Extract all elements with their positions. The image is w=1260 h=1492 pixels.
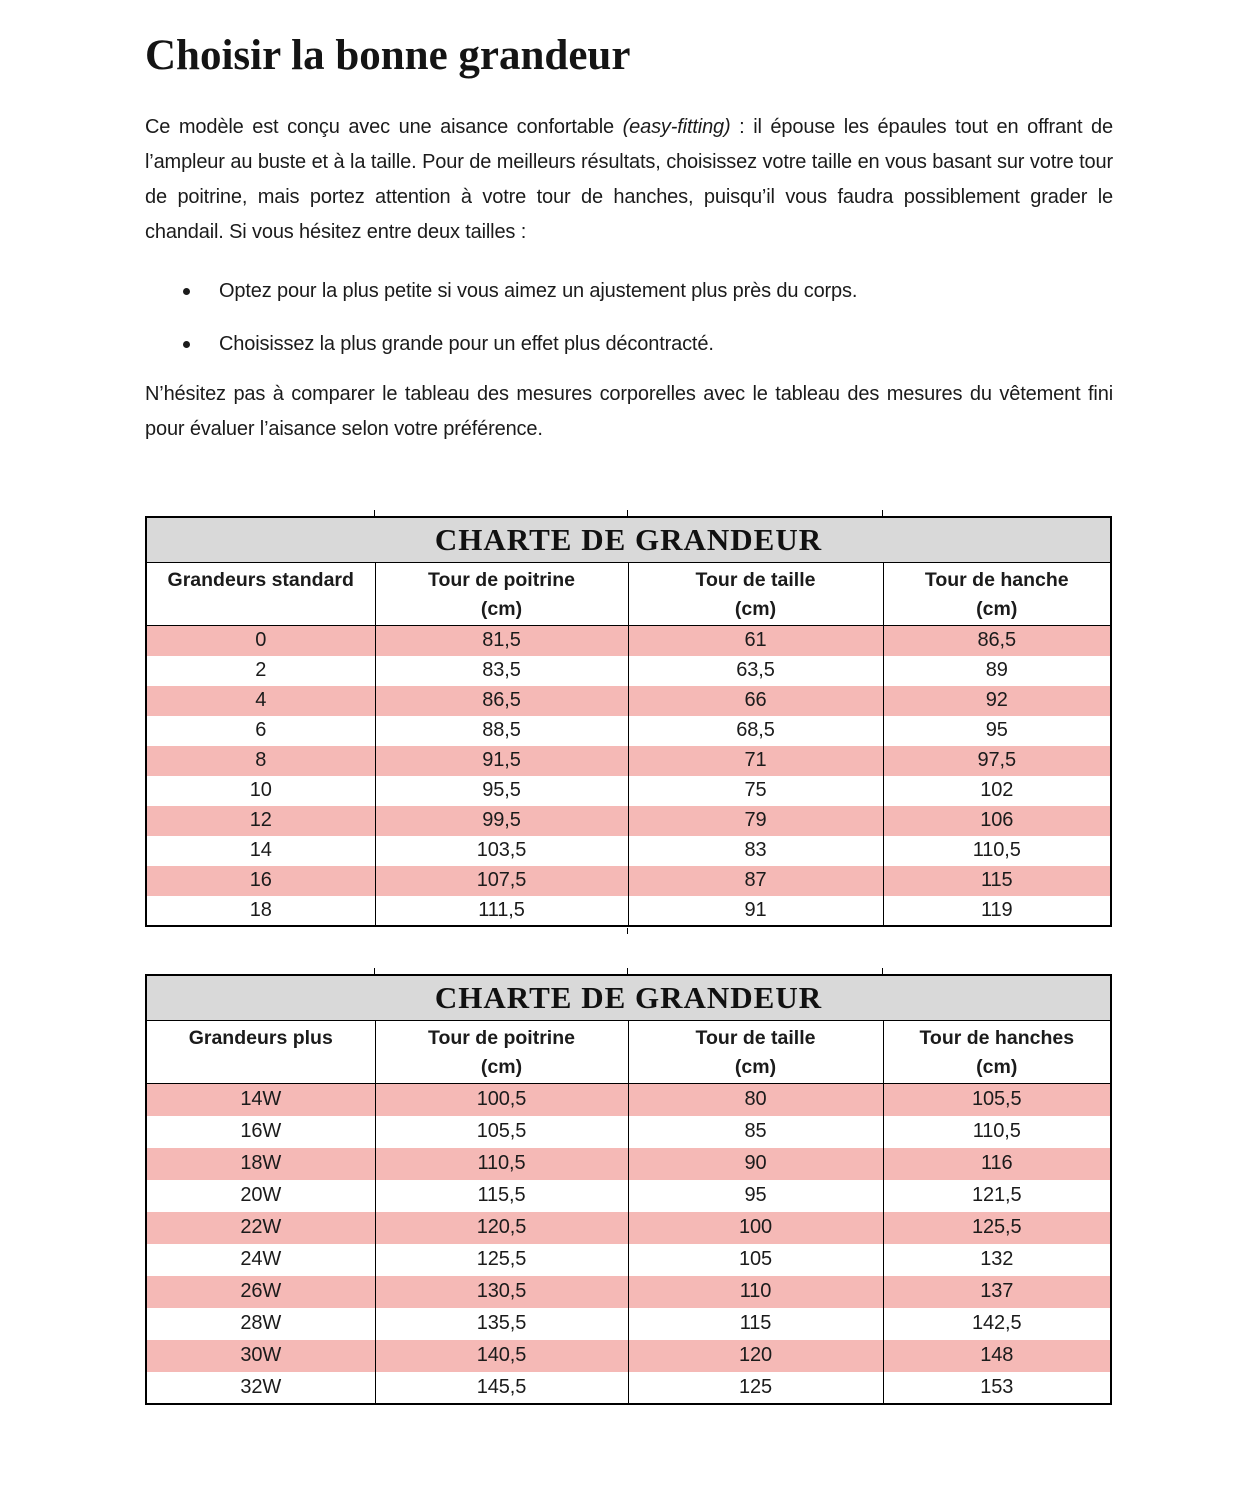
- column-grid-tick: [627, 510, 628, 516]
- size-cell: 95: [883, 716, 1111, 746]
- size-cell: 61: [628, 626, 883, 656]
- column-grid-tick: [627, 968, 628, 974]
- size-cell: 110: [628, 1276, 883, 1308]
- size-cell: 125,5: [375, 1244, 628, 1276]
- size-cell: 16W: [240, 1120, 282, 1143]
- size-cell: 80: [628, 1084, 883, 1116]
- size-cell: 0: [255, 629, 267, 652]
- column-header-bust: Tour de poitrine (cm): [375, 563, 628, 626]
- size-cell: 26W: [240, 1280, 282, 1303]
- size-cell: 120: [628, 1340, 883, 1372]
- size-cell: 66: [628, 686, 883, 716]
- size-cell: 106: [883, 806, 1111, 836]
- size-cell: 83,5: [375, 656, 628, 686]
- size-chart-standard: [145, 516, 1110, 927]
- note-paragraph: N’hésitez pas à comparer le tableau des mesures corporelles avec le tableau des mesures du vêtement fini pour évaluer l’aisance selon votre préférence.: [145, 382, 1113, 440]
- size-cell: 95: [628, 1180, 883, 1212]
- list-item-text: Optez pour la plus petite si vous aimez un ajustement plus près du corps.: [219, 279, 858, 302]
- size-cell: 153: [883, 1372, 1111, 1404]
- size-cell: 6: [255, 719, 267, 742]
- size-cell: 92: [883, 686, 1111, 716]
- size-cell: 8: [255, 749, 267, 772]
- size-row: [146, 806, 1111, 836]
- size-cell: 115: [883, 866, 1111, 896]
- page-title: Choisir la bonne grandeur: [145, 32, 631, 79]
- size-row: [146, 836, 1111, 866]
- list-item: [219, 327, 1113, 361]
- size-cell: 135,5: [375, 1308, 628, 1340]
- size-cell: 116: [883, 1148, 1111, 1180]
- size-cell: 86,5: [883, 626, 1111, 656]
- size-cell: 111,5: [375, 896, 628, 926]
- size-cell: 91,5: [375, 746, 628, 776]
- column-header-sizes: Grandeurs plus: [146, 1021, 375, 1084]
- table-title: CHARTE DE GRANDEUR: [146, 517, 1111, 563]
- column-header-sizes: Grandeurs standard: [146, 563, 375, 626]
- size-cell: 16: [249, 869, 272, 892]
- size-cell: 132: [883, 1244, 1111, 1276]
- size-cell: 105,5: [883, 1084, 1111, 1116]
- size-cell: 89: [883, 656, 1111, 686]
- size-cell: 14W: [240, 1088, 282, 1111]
- size-cell: 87: [628, 866, 883, 896]
- size-cell: 10: [249, 779, 272, 802]
- size-cell: 30W: [240, 1344, 282, 1367]
- table-title-row: [146, 975, 1111, 1021]
- column-grid-tick: [374, 968, 375, 974]
- size-cell: 22W: [240, 1216, 282, 1239]
- size-cell: 90: [628, 1148, 883, 1180]
- size-cell: 99,5: [375, 806, 628, 836]
- size-cell: 75: [628, 776, 883, 806]
- list-item: [219, 274, 1113, 308]
- size-row: [146, 746, 1111, 776]
- size-row: [146, 1116, 1111, 1148]
- size-cell: 97,5: [883, 746, 1111, 776]
- size-cell: 105: [628, 1244, 883, 1276]
- size-cell: 137: [883, 1276, 1111, 1308]
- size-row: [146, 1084, 1111, 1116]
- size-row: [146, 776, 1111, 806]
- size-row: [146, 1372, 1111, 1404]
- size-cell: 125,5: [883, 1212, 1111, 1244]
- intro-paragraph: [145, 110, 1113, 250]
- size-row: [146, 1244, 1111, 1276]
- size-cell: 86,5: [375, 686, 628, 716]
- sizing-tips-list: [145, 274, 1113, 361]
- size-cell: 145,5: [375, 1372, 628, 1404]
- size-cell: 110,5: [883, 1116, 1111, 1148]
- size-cell: 12: [249, 809, 272, 832]
- column-header-waist: Tour de taille (cm): [628, 1021, 883, 1084]
- size-cell: 148: [883, 1340, 1111, 1372]
- table-header-row: [146, 563, 1111, 626]
- size-cell: 115: [628, 1308, 883, 1340]
- column-grid-tick: [374, 510, 375, 516]
- size-cell: 79: [628, 806, 883, 836]
- size-cell: 119: [883, 896, 1111, 926]
- size-cell: 142,5: [883, 1308, 1111, 1340]
- size-cell: 100,5: [375, 1084, 628, 1116]
- size-cell: 14: [249, 839, 272, 862]
- bullet-icon: [183, 341, 190, 348]
- size-cell: 4: [255, 689, 267, 712]
- intro-text-lead: Ce modèle est conçu avec une aisance confortable: [145, 115, 623, 138]
- column-grid-tick: [882, 510, 883, 516]
- size-row: [146, 1180, 1111, 1212]
- size-cell: 81,5: [375, 626, 628, 656]
- size-cell: 100: [628, 1212, 883, 1244]
- size-row: [146, 656, 1111, 686]
- size-row: [146, 1340, 1111, 1372]
- list-item-text: Choisissez la plus grande pour un effet plus décontracté.: [219, 332, 714, 355]
- size-row: [146, 1148, 1111, 1180]
- size-row: [146, 1276, 1111, 1308]
- size-cell: 85: [628, 1116, 883, 1148]
- size-row: [146, 866, 1111, 896]
- size-cell: 32W: [240, 1375, 282, 1398]
- column-header-hip: Tour de hanches (cm): [883, 1021, 1111, 1084]
- column-header-bust: Tour de poitrine (cm): [375, 1021, 628, 1084]
- size-cell: 2: [255, 659, 267, 682]
- bullet-icon: [183, 288, 190, 295]
- size-cell: 20W: [240, 1184, 282, 1207]
- size-cell: 130,5: [375, 1276, 628, 1308]
- size-cell: 18W: [240, 1152, 282, 1175]
- size-row: [146, 686, 1111, 716]
- size-cell: 110,5: [375, 1148, 628, 1180]
- column-grid-tick: [627, 928, 628, 934]
- size-chart-table: [145, 516, 1112, 927]
- column-header-hip: Tour de hanche (cm): [883, 563, 1111, 626]
- table-title: CHARTE DE GRANDEUR: [146, 975, 1111, 1021]
- size-row: [146, 1212, 1111, 1244]
- size-row: [146, 626, 1111, 656]
- size-cell: 102: [883, 776, 1111, 806]
- size-cell: 18: [249, 898, 272, 921]
- size-cell: 105,5: [375, 1116, 628, 1148]
- table-header-row: [146, 1021, 1111, 1084]
- size-cell: 83: [628, 836, 883, 866]
- size-row: [146, 896, 1111, 926]
- column-grid-tick: [882, 968, 883, 974]
- size-chart-plus: [145, 974, 1110, 1405]
- size-cell: 28W: [240, 1312, 282, 1335]
- size-row: [146, 716, 1111, 746]
- intro-text-rest: : il épouse les épaules tout en offrant de l’ampleur au buste et à la taille. Pour de meilleurs résultats, choisissez votre taille en vous basant sur votre tour de poitrine, mais portez attention à votre tour de hanches, puisqu’il vous faudra possiblement grader le chandail. Si vous hésitez entre deux tailles :: [145, 115, 1113, 243]
- size-cell: 125: [628, 1372, 883, 1404]
- size-cell: 24W: [240, 1248, 282, 1271]
- size-cell: 107,5: [375, 866, 628, 896]
- column-header-waist: Tour de taille (cm): [628, 563, 883, 626]
- size-cell: 115,5: [375, 1180, 628, 1212]
- table-title-row: [146, 517, 1111, 563]
- size-chart-table: [145, 974, 1112, 1405]
- size-row: [146, 1308, 1111, 1340]
- size-cell: 68,5: [628, 716, 883, 746]
- size-cell: 88,5: [375, 716, 628, 746]
- size-cell: 121,5: [883, 1180, 1111, 1212]
- size-cell: 140,5: [375, 1340, 628, 1372]
- size-cell: 91: [628, 896, 883, 926]
- size-cell: 110,5: [883, 836, 1111, 866]
- size-cell: 120,5: [375, 1212, 628, 1244]
- size-cell: 103,5: [375, 836, 628, 866]
- size-cell: 63,5: [628, 656, 883, 686]
- size-cell: 95,5: [375, 776, 628, 806]
- intro-italic-term: (easy-fitting): [622, 115, 731, 138]
- size-cell: 71: [628, 746, 883, 776]
